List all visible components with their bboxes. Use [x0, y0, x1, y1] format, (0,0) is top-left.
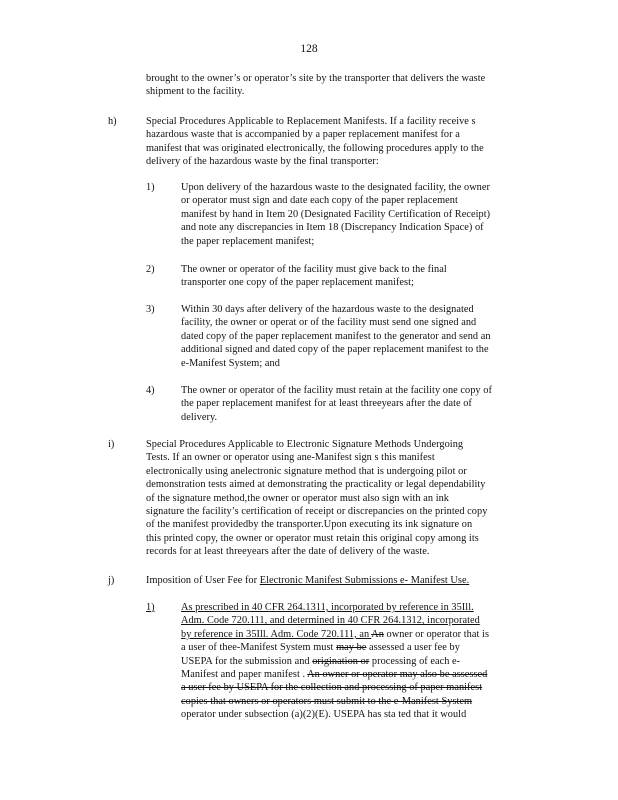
deleted-text: An [371, 628, 384, 640]
text-line: dated copy of the paper replacement manifest to the generator and send an [181, 330, 491, 342]
h-item-4-text [181, 384, 539, 424]
text-line: transporter one copy of the paper replacement manifest; [181, 277, 414, 289]
j-item-1-marker: 1) [146, 602, 155, 613]
text-line: delivery. [181, 411, 218, 423]
text-line: hazardous waste that is accompanied by a paper replacement manifest for a [146, 129, 460, 141]
page-number: 128 [300, 43, 318, 55]
text-line: delivery of the hazardous waste by the final transporter: [146, 156, 379, 168]
section-i-marker: i) [108, 439, 115, 450]
text-line [146, 574, 538, 587]
h-item-3-text [181, 303, 539, 370]
text-line: and note any discrepancies in Item 18 (Discrepancy Indication Space) of [181, 222, 484, 234]
section-j-marker: j) [108, 575, 115, 586]
h-item-1-text [181, 181, 536, 248]
text-segment: USEPA for the submission and [181, 655, 313, 667]
text-line: of the manifest providedby the transporter.Upon executing its ink signature on [146, 519, 473, 531]
text-segment: a user of thee-Manifest System must [181, 642, 337, 654]
title-text: Imposition of User Fee for [146, 575, 260, 586]
h-item-2-text [181, 263, 536, 290]
text-line: The owner or operator of the facility must retain at the facility one copy of [181, 385, 492, 396]
text-line: this printed copy, the owner or operator must retain this original copy among its [146, 532, 479, 544]
section-h-paragraph [146, 115, 536, 169]
h-item-2-marker: 2) [146, 264, 155, 275]
text-line: Adm. Code 720.111, and determined in 40 CFR 264.1312, incorporated [181, 615, 480, 627]
text-line: or operator must sign and date each copy of the paper replacement [181, 195, 458, 207]
text-segment: owner or operator that is [383, 628, 489, 640]
text-segment: Manifest and paper manifest . [181, 669, 308, 681]
text-line: manifest by hand in Item 20 (Designated Facility Certification of Receipt) [181, 208, 491, 220]
h-item-4-marker: 4) [146, 385, 155, 396]
text-line: electronically using anelectronic signature method that is undergoing pilot or [146, 465, 467, 477]
deleted-text: may be [336, 642, 367, 654]
section-h-marker: h) [108, 116, 117, 127]
deleted-text: An owner or operator may also be assessed [307, 669, 488, 681]
text-line [181, 628, 543, 641]
text-segment: processing of each e- [369, 655, 461, 667]
deleted-text: origination or [312, 655, 370, 667]
text-line: additional signed and dated copy of the paper replacement manifest to the [181, 344, 489, 356]
text-line: the paper replacement manifest; [181, 235, 315, 247]
text-line: Special Procedures Applicable to Replacement Manifests. If a facility receive s [146, 116, 476, 127]
text-line: facility, the owner or operat or of the facility must send one signed and [181, 317, 477, 329]
section-i-paragraph [146, 438, 538, 559]
text-line: operator under subsection (a)(2)(E). USEPA has sta ted that it would [181, 709, 467, 721]
deleted-line: copies that owners or operators must submit to the e-Manifest System [181, 695, 473, 707]
title-underlined-text: Electronic Manifest Submissions e- Manifest Use. [259, 575, 470, 586]
text-segment: assessed a user fee by [366, 642, 460, 654]
text-line: shipment to the facility. [146, 86, 245, 98]
text-line: brought to the owner’s or operator’s site by the transporter that delivers the waste [146, 73, 486, 84]
text-line: As prescribed in 40 CFR 264.1311, incorporated by reference in 35Ill. [181, 602, 474, 613]
text-line: Within 30 days after delivery of the hazardous waste to the designated [181, 304, 474, 315]
text-line: of the signature method,the owner or operator must also sign with an ink [146, 492, 450, 504]
j-item-1-text [181, 601, 543, 722]
h-item-1-marker: 1) [146, 182, 155, 193]
text-line: manifest that was originated electronically, the following procedures apply to the [146, 142, 484, 154]
text-line: signature the facility’s certification of receipt or discrepancies on the printed copy [146, 506, 488, 518]
text-line [181, 641, 543, 654]
text-line [181, 668, 543, 681]
intro-paragraph [146, 72, 534, 99]
text-line: the paper replacement manifest for at least threeyears after the date of [181, 398, 472, 410]
inserted-text: by reference in 35Ill. Adm. Code 720.111, an [181, 628, 372, 640]
text-line: The owner or operator of the facility must give back to the final [181, 264, 447, 275]
text-line [181, 655, 543, 668]
text-line: records for at least threeyears after the date of delivery of the waste. [146, 546, 430, 558]
section-j-title [146, 574, 538, 587]
text-line: Upon delivery of the hazardous waste to the designated facility, the owner [181, 182, 490, 193]
text-line: Special Procedures Applicable to Electronic Signature Methods Undergoing [146, 439, 464, 450]
text-line: Tests. If an owner or operator using ane-Manifest sign s this manifest [146, 452, 435, 464]
text-line: e-Manifest System; and [181, 357, 280, 369]
text-line: demonstration tests aimed at demonstrating the practicality or legal dependability [146, 479, 486, 491]
h-item-3-marker: 3) [146, 304, 155, 315]
deleted-line: a user fee by USEPA for the collection and processing of paper manifest [181, 682, 483, 694]
